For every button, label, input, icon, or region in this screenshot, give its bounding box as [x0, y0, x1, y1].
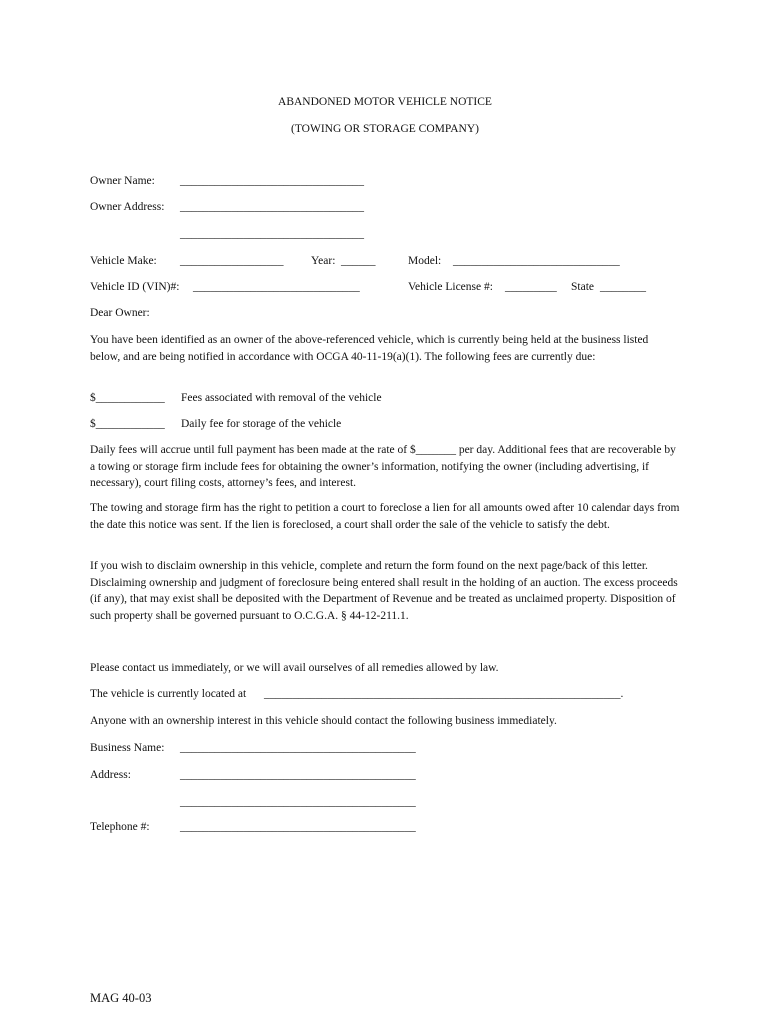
- intro-paragraph: [90, 332, 680, 365]
- fee-removal-field[interactable]: $____________: [90, 392, 165, 404]
- owner-name-field[interactable]: ________________________________: [180, 175, 364, 187]
- vehicle-vin-field[interactable]: _____________________________: [193, 281, 360, 293]
- business-address-label: Address:: [90, 769, 131, 781]
- owner-name-label: Owner Name:: [90, 175, 155, 187]
- business-name-field[interactable]: _________________________________________: [180, 742, 416, 754]
- location-field[interactable]: ______________________________________________________________.: [264, 688, 624, 700]
- business-address-field-1[interactable]: _________________________________________: [180, 769, 416, 781]
- salutation: Dear Owner:: [90, 307, 150, 319]
- vehicle-year-label: Year:: [311, 255, 336, 267]
- business-phone-label: Telephone #:: [90, 821, 150, 833]
- page-subtitle: (TOWING OR STORAGE COMPANY): [291, 123, 479, 135]
- fee-storage-field[interactable]: $____________: [90, 418, 165, 430]
- daily-fees-text: Daily fees will accrue until full payment has been made at the rate of $_______ per day. Additional fees that are recoverable by a towing or storage firm include fees for obtaining the owner’s information, notifying the owner (including advertising, if necessary), court filing costs, attorney’s fees, and interest.: [90, 444, 676, 489]
- daily-fees-paragraph: [90, 442, 680, 492]
- business-name-label: Business Name:: [90, 742, 165, 754]
- fee-removal-text: Fees associated with removal of the vehicle: [181, 392, 382, 404]
- vehicle-state-field[interactable]: ________: [600, 281, 646, 293]
- business-phone-field[interactable]: _________________________________________: [180, 821, 416, 833]
- form-code: MAG 40-03: [90, 991, 152, 1005]
- fee-storage-text: Daily fee for storage of the vehicle: [181, 418, 342, 430]
- page-title: ABANDONED MOTOR VEHICLE NOTICE: [278, 96, 492, 108]
- owner-address-field-1[interactable]: ________________________________: [180, 201, 364, 213]
- contact-text: Please contact us immediately, or we will avail ourselves of all remedies allowed by law.: [90, 662, 499, 674]
- owner-address-label: Owner Address:: [90, 201, 165, 213]
- vehicle-state-label: State: [571, 281, 594, 293]
- owner-address-field-2[interactable]: ________________________________: [180, 228, 364, 240]
- disclaim-paragraph: [90, 558, 680, 624]
- vehicle-vin-label: Vehicle ID (VIN)#:: [90, 281, 180, 293]
- location-label: The vehicle is currently located at: [90, 688, 247, 700]
- vehicle-model-label: Model:: [408, 255, 442, 267]
- business-address-field-2[interactable]: _________________________________________: [180, 796, 416, 808]
- vehicle-make-field[interactable]: __________________: [180, 255, 284, 267]
- intro-text: You have been identified as an owner of the above-referenced vehicle, which is currently being held at the business listed below, and are being notified in accordance with OCGA 40-11-19(a)(1). The following fees are currently due:: [90, 334, 649, 363]
- lien-paragraph: [90, 500, 680, 533]
- lien-text: The towing and storage firm has the right to petition a court to foreclose a lien for all amounts owed after 10 calendar days from the date this notice was sent. If the lien is foreclosed, a court shall order the sale of the vehicle to satisfy the debt.: [90, 502, 680, 531]
- vehicle-license-field[interactable]: _________: [505, 281, 557, 293]
- anyone-text: Anyone with an ownership interest in this vehicle should contact the following business immediately.: [90, 715, 557, 727]
- vehicle-year-field[interactable]: ______: [341, 255, 376, 267]
- vehicle-make-label: Vehicle Make:: [90, 255, 157, 267]
- vehicle-license-label: Vehicle License #:: [408, 281, 493, 293]
- disclaim-text: If you wish to disclaim ownership in this vehicle, complete and return the form found on the next page/back of this letter. Disclaiming ownership and judgment of foreclosure being entered shall result in the holding of an auction. The excess proceeds (if any), that may exist shall be deposited with the Department of Revenue and be treated as unclaimed property. Disposition of such property shall be governed pursuant to O.C.G.A. § 44-12-211.1.: [90, 560, 678, 622]
- vehicle-model-field[interactable]: _____________________________: [453, 255, 620, 267]
